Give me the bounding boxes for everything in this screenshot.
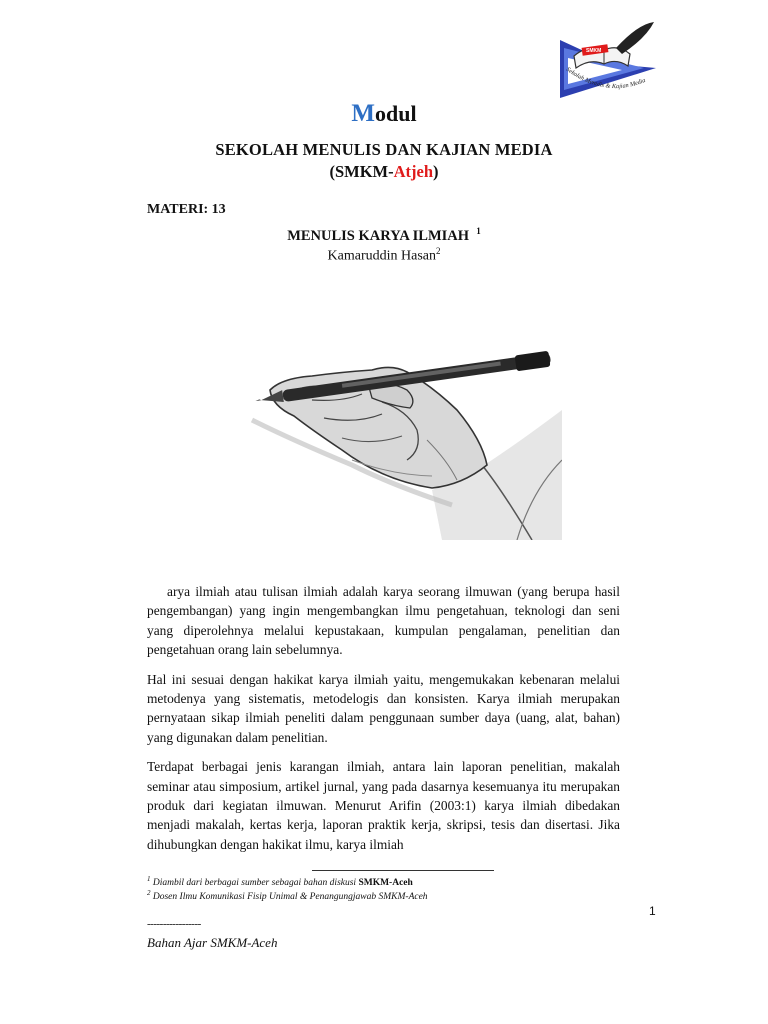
module-title xyxy=(0,100,768,128)
materi-label: MATERI: 13 xyxy=(147,202,226,217)
footnote-ref-1: 1 xyxy=(476,226,481,236)
hand-writing-illustration xyxy=(232,290,562,540)
footer-dashes: ----------------- xyxy=(147,918,201,930)
footer-text: Bahan Ajar SMKM-Aceh xyxy=(147,935,278,950)
article-title xyxy=(0,226,768,245)
footnote-1-text: Diambil dari berbagai sumber sebagai bahan diskusi xyxy=(152,878,357,889)
module-title-rest: odul xyxy=(375,101,417,126)
subtitle-highlight: Atjeh xyxy=(393,162,434,181)
footnote-divider xyxy=(312,870,494,871)
school-title: SEKOLAH MENULIS DAN KAJIAN MEDIA xyxy=(215,140,553,159)
paragraph-2: Hal ini sesuai dengan hakikat karya ilmiah yaitu, mengemukakan kebenaran melalui metodenya yang sistematis, metodelogis dan konsisten. Karya ilmiah merupakan pernyataan sikap ilmiah peneliti dalam penggunaan sumber daya (uang, alat, bahan) yang digunakan dalam penelitian. xyxy=(147,671,620,745)
page-number: 1 xyxy=(649,904,656,918)
footnote-1 xyxy=(147,875,413,888)
subtitle-suffix: ) xyxy=(433,162,439,181)
article-title-text: MENULIS KARYA ILMIAH xyxy=(287,227,470,244)
paragraph-1: arya ilmiah atau tulisan ilmiah adalah karya seorang ilmuwan (yang berupa hasil pengembangan) yang ingin mengembangkan ilmu pengetahuan, teknologi dan seni yang diperolehnya melalui kepustakaan, kumpulan pengalaman, penelitian dan pengetahuan orang lain sebelumnya. xyxy=(147,584,620,658)
logo-text: Sekolah Menulis & Kajian Media xyxy=(564,65,647,91)
school-subtitle xyxy=(0,162,768,182)
body-text xyxy=(147,582,620,864)
footnote-2-number: 2 xyxy=(147,889,151,897)
logo-book-text: SMKM xyxy=(586,48,602,54)
footnote-2-text: Dosen Ilmu Komunikasi Fisip Unimal & Penangungjawab SMKM-Aceh xyxy=(152,892,428,903)
footnote-2 xyxy=(147,889,428,902)
subtitle-prefix: (SMKM- xyxy=(329,162,394,181)
paragraph-3: Terdapat berbagai jenis karangan ilmiah, antara lain laporan penelitian, makalah seminar atau simposium, artikel jurnal, yang pada dasarnya kesemuanya itu merupakan produk dari kegiatan ilmuwan. Menurut Arifin (2003:1) karya ilmiah dibedakan menjadi makalah, kertas kerja, laporan praktik kerja, skripsi, tesis dan disertasi. Jika dihubungkan dengan hakikat ilmu, karya ilmiah xyxy=(147,759,620,852)
footnote-1-bold: SMKM-Aceh xyxy=(358,878,413,889)
author-text: Kamaruddin Hasan xyxy=(327,248,436,264)
smkm-logo xyxy=(552,18,662,100)
author-name xyxy=(0,246,768,265)
module-title-first-letter: M xyxy=(351,100,375,127)
footnote-1-number: 1 xyxy=(147,875,151,883)
footnote-ref-2: 2 xyxy=(435,246,441,256)
